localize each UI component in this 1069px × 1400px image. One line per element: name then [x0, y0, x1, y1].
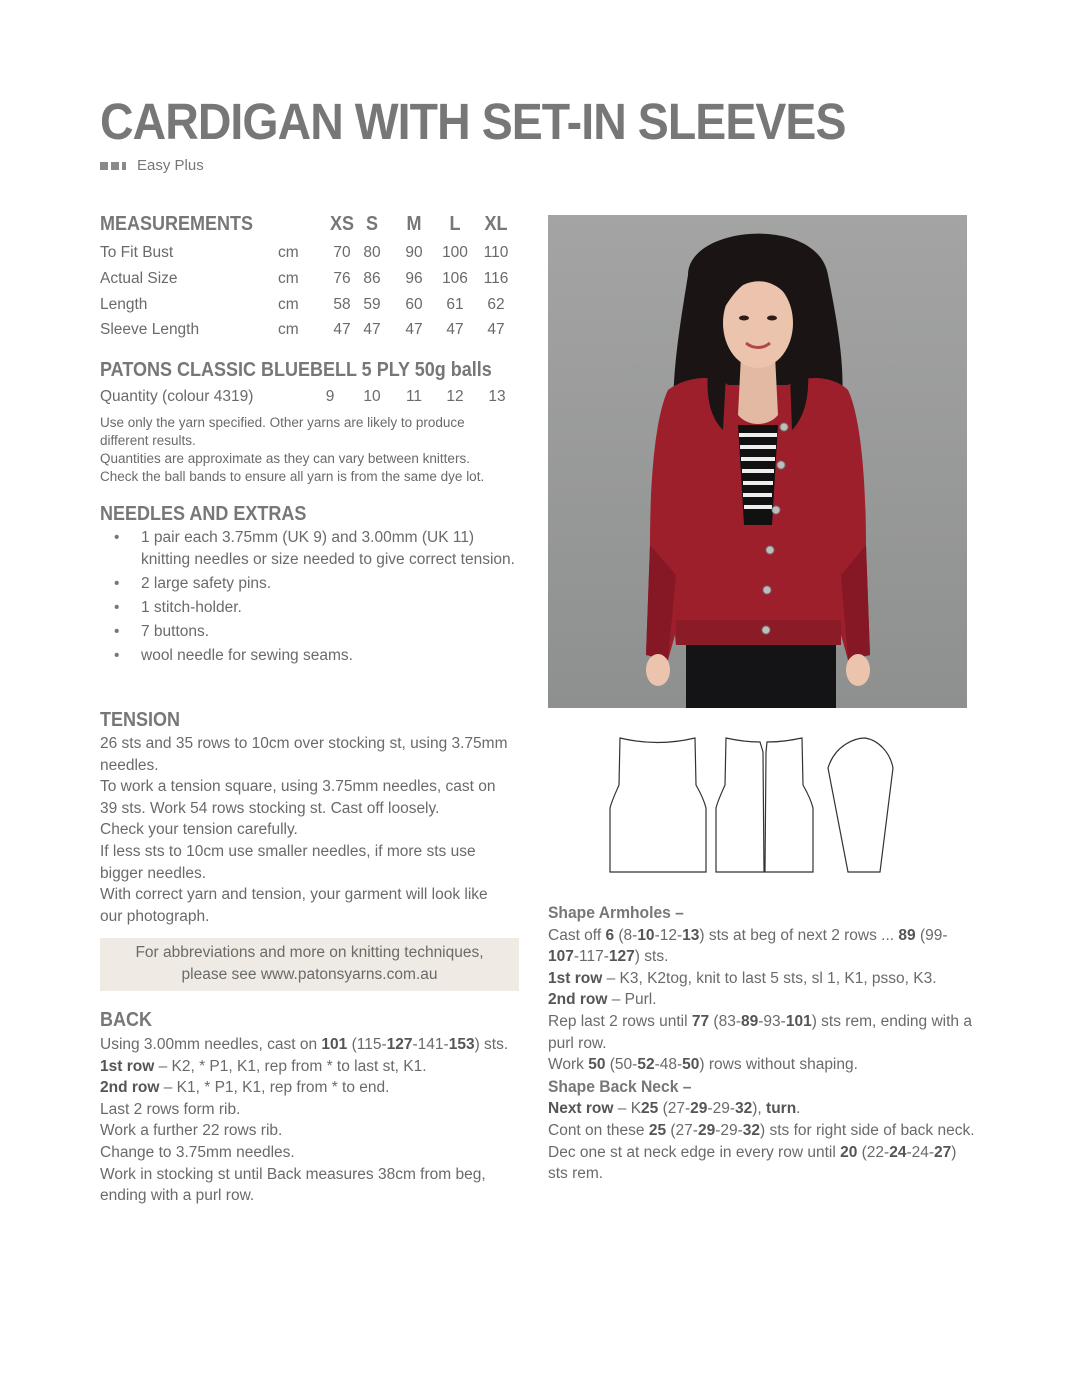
abbreviations-note-line: please see www.patonsyarns.com.au [181, 966, 438, 983]
list-item: • 2 large safety pins. [100, 573, 520, 595]
left-front-piece-outline [716, 738, 764, 872]
measurement-value: 47 [333, 321, 351, 338]
list-item: • 7 buttons. [100, 621, 520, 643]
measurement-row [100, 321, 520, 345]
measurement-value: 76 [333, 270, 351, 287]
difficulty-rating [100, 157, 204, 174]
tension-heading: TENSION [100, 709, 181, 731]
tension-text [100, 733, 510, 927]
size-header: XL [484, 213, 508, 235]
measurement-label: To Fit Bust [100, 244, 174, 261]
size-header: L [449, 213, 461, 235]
difficulty-square-icon [122, 162, 126, 170]
right-front-piece-outline [765, 738, 813, 872]
measurement-row [100, 244, 520, 268]
tension-line: If less sts to 10cm use smaller needles, if more sts use bigger needles. [100, 842, 476, 882]
back-cast-on: Using 3.00mm needles, cast on 101 (115-127-141-153) sts. [100, 1036, 509, 1053]
armholes-repeat: Rep last 2 rows until 77 (83-89-93-101) sts rem, ending with a purl row. [548, 1012, 972, 1052]
measurement-unit: cm [278, 321, 299, 338]
measurement-row [100, 270, 520, 294]
measurement-value: 96 [405, 270, 423, 287]
armholes-heading: Shape Armholes – [548, 903, 684, 922]
yarn-quantity-value: 9 [325, 388, 335, 405]
armholes-row-2: 2nd row – Purl. [548, 991, 657, 1009]
list-item: • wool needle for sewing seams. [100, 645, 520, 667]
back-line: Work in stocking st until Back measures 38cm from beg, ending with a purl row. [100, 1165, 486, 1205]
measurement-unit: cm [278, 244, 299, 261]
back-neck-continue: Cont on these 25 (27-29-29-32) sts for right side of back neck. [548, 1121, 975, 1139]
measurement-label: Length [100, 296, 148, 313]
back-line: Work a further 22 rows rib. [100, 1122, 283, 1140]
back-row-2: 2nd row – K1, * P1, K1, rep from * to end. [100, 1079, 390, 1097]
armholes-work: Work 50 (50-52-48-50) rows without shaping. [548, 1056, 858, 1074]
tension-line: To work a tension square, using 3.75mm needles, cast on 39 sts. Work 54 rows stocking st. Cast off loosely. [100, 778, 496, 817]
measurement-unit: cm [278, 296, 299, 313]
model-wearing-cardigan-image [548, 215, 967, 708]
measurement-value: 62 [487, 296, 505, 313]
back-line: Change to 3.75mm needles. [100, 1143, 295, 1161]
back-neck-next-row: Next row – K25 (27-29-29-32), turn. [548, 1100, 801, 1118]
measurement-label: Sleeve Length [100, 321, 200, 338]
measurement-unit: cm [278, 270, 299, 287]
size-header: XS [329, 213, 355, 235]
measurement-value: 80 [363, 244, 381, 261]
tension-line: Check your tension carefully. [100, 821, 298, 839]
pattern-title: CARDIGAN WITH SET-IN SLEEVES [100, 93, 846, 150]
back-neck-heading: Shape Back Neck – [548, 1076, 692, 1096]
abbreviations-note-line: For abbreviations and more on knitting techniques, [135, 944, 484, 961]
needles-heading: NEEDLES AND EXTRAS [100, 503, 307, 525]
needles-list [100, 527, 520, 669]
armholes-cast-off: Cast off 6 (8-10-12-13) sts at beg of next 2 rows ... 89 (99-107-117-127) sts. [548, 926, 948, 966]
garment-schematic-diagram [600, 730, 900, 880]
yarn-note-line: Quantities are approximate as they can vary between knitters. [100, 451, 470, 466]
measurement-value: 59 [363, 296, 381, 313]
abbreviations-note [100, 938, 519, 991]
difficulty-label: Easy Plus [137, 157, 204, 174]
measurements-header-row [100, 213, 520, 237]
measurement-label: Actual Size [100, 270, 178, 287]
size-header: M [406, 213, 422, 235]
difficulty-square-icon [100, 162, 108, 170]
list-item: • 1 pair each 3.75mm (UK 9) and 3.00mm (UK 11) knitting needles or size needed to give correct tension. [100, 527, 520, 570]
measurement-value: 47 [446, 321, 464, 338]
size-header: S [365, 213, 379, 235]
tension-line: 26 sts and 35 rows to 10cm over stocking st, using 3.75mm needles. [100, 735, 508, 774]
measurement-value: 110 [483, 244, 509, 261]
difficulty-square-icon [111, 162, 119, 170]
armholes-row-1: 1st row – K3, K2tog, knit to last 5 sts, sl 1, K1, psso, K3. [548, 969, 937, 987]
tension-line: With correct yarn and tension, your garment will look like our photograph. [100, 886, 488, 925]
back-line: Last 2 rows form rib. [100, 1100, 241, 1118]
yarn-quantity-value: 10 [363, 388, 381, 405]
measurement-value: 47 [487, 321, 505, 338]
back-instructions [100, 1034, 520, 1207]
measurement-value: 58 [333, 296, 351, 313]
yarn-quantity-row [100, 388, 520, 412]
yarn-note-line: Check the ball bands to ensure all yarn is from the same dye lot. [100, 469, 485, 484]
back-piece-outline [610, 738, 706, 872]
back-heading: BACK [100, 1009, 153, 1031]
measurement-value: 60 [405, 296, 423, 313]
measurement-value: 100 [442, 244, 468, 261]
yarn-quantity-value: 13 [488, 388, 506, 405]
list-item: • 1 stitch-holder. [100, 597, 520, 619]
model-photo [548, 215, 967, 708]
back-neck-decrease: Dec one st at neck edge in every row until 20 (22-24-24-27) sts rem. [548, 1143, 957, 1183]
armholes-section [548, 902, 978, 1185]
back-row-1: 1st row – K2, * P1, K1, rep from * to last st, K1. [100, 1057, 427, 1075]
measurement-value: 70 [333, 244, 351, 261]
yarn-quantity-value: 11 [405, 388, 423, 405]
measurement-value: 116 [483, 270, 509, 287]
measurement-value: 86 [363, 270, 381, 287]
sleeve-piece-outline [828, 738, 893, 872]
measurement-value: 106 [442, 270, 468, 287]
yarn-note [100, 414, 520, 486]
yarn-quantity-value: 12 [446, 388, 464, 405]
yarn-quantity-label: Quantity (colour 4319) [100, 388, 254, 405]
yarn-note-line: Use only the yarn specified. Other yarns are likely to produce [100, 415, 465, 430]
measurements-heading: MEASUREMENTS [100, 213, 254, 235]
yarn-note-line: different results. [100, 433, 196, 448]
measurement-value: 90 [405, 244, 423, 261]
measurement-value: 61 [446, 296, 464, 313]
measurement-row [100, 296, 520, 320]
yarn-heading: PATONS CLASSIC BLUEBELL 5 PLY 50g balls [100, 359, 492, 381]
measurement-value: 47 [363, 321, 381, 338]
measurement-value: 47 [405, 321, 423, 338]
